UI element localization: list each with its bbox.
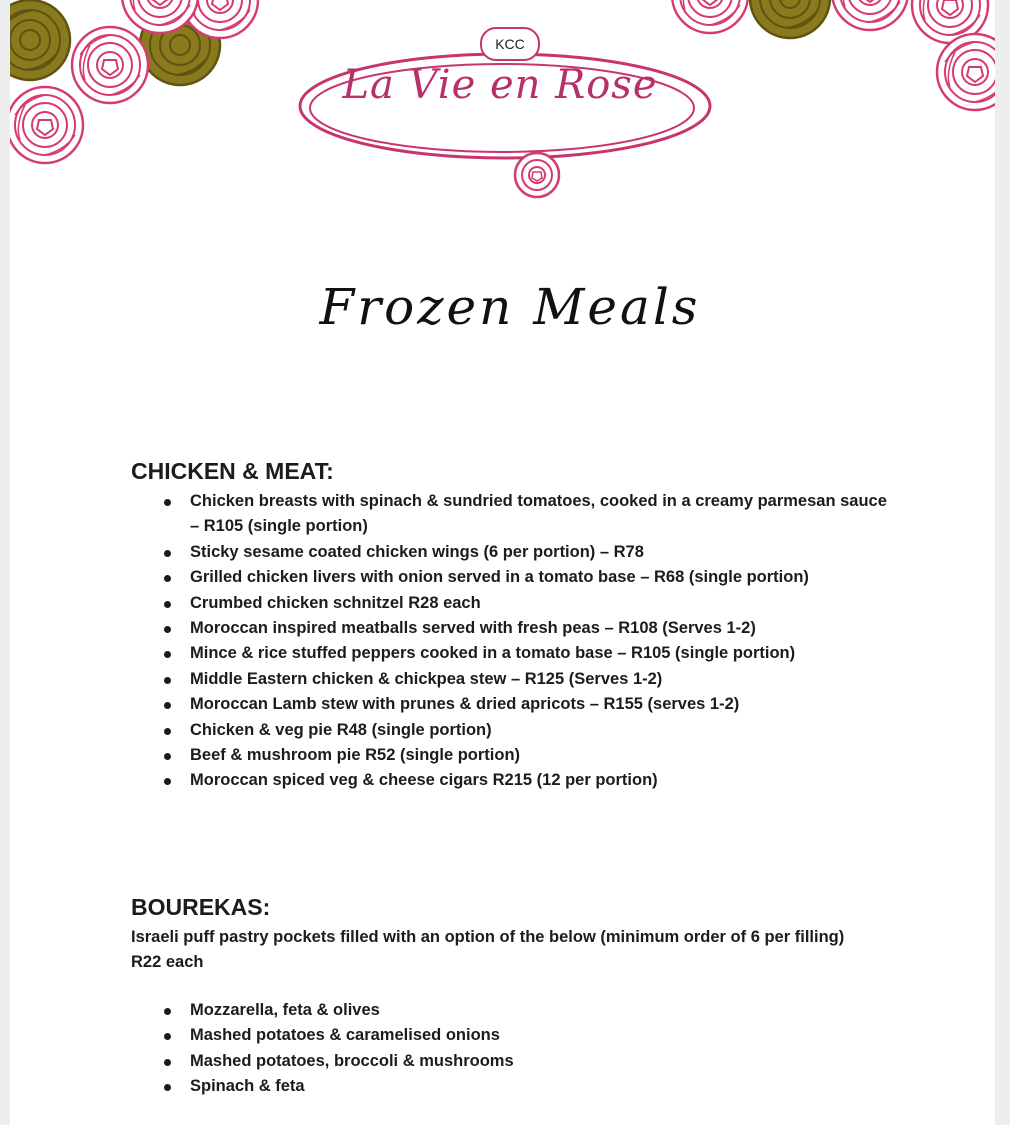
list-item: Mince & rice stuffed peppers cooked in a tomato base – R105 (single portion) [160,641,900,666]
list-item: Crumbed chicken schnitzel R28 each [160,591,900,616]
bourekas-list [160,998,900,1100]
list-item: Sticky sesame coated chicken wings (6 per portion) – R78 [160,540,900,565]
rose-decoration-left [10,0,260,180]
list-item: Middle Eastern chicken & chickpea stew – R125 (Serves 1-2) [160,667,900,692]
list-item: Chicken & veg pie R48 (single portion) [160,718,900,743]
kcc-badge: KCC [480,27,540,61]
list-item: Grilled chicken livers with onion served in a tomato base – R68 (single portion) [160,565,900,590]
list-item: Mozzarella, feta & olives [160,998,900,1023]
logo-rose-icon [512,150,562,200]
bourekas-description: Israeli puff pastry pockets filled with an option of the below (minimum order of 6 per filling) R22 each [131,928,845,972]
list-item: Moroccan inspired meatballs served with fresh peas – R108 (Serves 1-2) [160,616,900,641]
chicken-meat-list [160,489,900,794]
list-item: Mashed potatoes & caramelised onions [160,1023,900,1048]
logo-text: La Vie en Rose [342,62,658,108]
section-heading-bourekas: BOUREKAS: [131,894,271,920]
list-item: Moroccan Lamb stew with prunes & dried apricots – R155 (serves 1-2) [160,692,900,717]
list-item: Mashed potatoes, broccoli & mushrooms [160,1049,900,1074]
menu-page [10,0,995,1125]
list-item: Chicken breasts with spinach & sundried tomatoes, cooked in a creamy parmesan sauce – R105 (single portion) [160,489,900,540]
list-item: Spinach & feta [160,1074,900,1099]
page-title: Frozen Meals [319,278,701,336]
section-heading-chicken-meat: CHICKEN & MEAT: [131,458,334,484]
list-item: Moroccan spiced veg & cheese cigars R215 (12 per portion) [160,768,900,793]
list-item: Beef & mushroom pie R52 (single portion) [160,743,900,768]
